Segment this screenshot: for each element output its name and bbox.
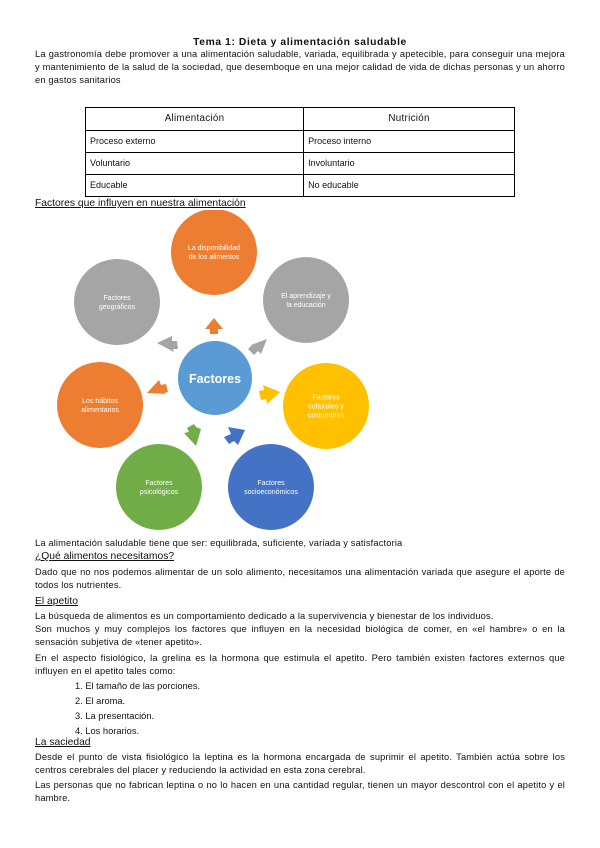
saciedad-paragraph-1: Desde el punto de vista fisiológico la leptina es la hormona encargada de suprimir el apetito. También actúa sobre los centros cerebrales del placer y reduciendo la actividad en esta zona cerebral. (35, 752, 565, 775)
alimentos-heading: ¿Qué alimentos necesitamos? (35, 551, 175, 562)
list-item: 2. El aroma. (75, 696, 126, 706)
table-cell: Proceso interno (304, 131, 515, 153)
intro-paragraph: La gastronomía debe promover a una alimentación saludable, variada, equilibrada y apetecible, para conseguir una mejora y mantenimiento de la salud de la sociedad, que desemboque en una mejor calidad de vida de dichas personas y un ahorro en gastos sanitarios (35, 49, 565, 85)
factor-label: Factores (257, 480, 285, 487)
factor-node (74, 259, 160, 345)
factor-label: culturales y (308, 403, 344, 411)
factor-label: geográficos (98, 304, 136, 311)
table-row (86, 153, 515, 175)
arrow-upright (248, 339, 267, 355)
factor-node (228, 444, 314, 530)
arrow-right (259, 385, 280, 404)
factor-circle (116, 444, 202, 530)
factor-label: la educación (286, 302, 326, 309)
table-header-row (86, 108, 515, 131)
apetito-list (75, 680, 200, 740)
factor-label: costumbres (307, 412, 345, 420)
factor-circle (171, 210, 257, 295)
saciedad-paragraph-2: Las personas que no fabrican leptina o no lo hacen en una cantidad regular, tienen un mayor descontrol con el apetito y el hambre. (35, 780, 565, 803)
factor-label: El aprendizaje y (281, 293, 331, 300)
apetito-paragraph-2: Son muchos y muy complejos los factores que influyen en la necesidad biológica de comer, en «el hambre» o en la sensación subjetiva de «tener apetito». (35, 624, 565, 647)
table-header-cell: Nutrición (304, 108, 515, 131)
arrow-downleft (184, 424, 201, 446)
factor-node (263, 257, 349, 343)
alimentos-paragraph: Dado que no nos podemos alimentar de un solo alimento, necesitamos una alimentación variada que asegure el aporte de todos los nutrientes. (35, 567, 565, 590)
table-cell: Involuntario (304, 153, 515, 175)
factor-circle (228, 444, 314, 530)
page-title: Tema 1: Dieta y alimentación saludable (193, 37, 407, 48)
factors-diagram (35, 210, 565, 540)
apetito-paragraph-1: La búsqueda de alimentos es un comportamiento dedicado a la supervivencia y bienestar de los individuos. (35, 611, 494, 621)
apetito-paragraph-3: En el aspecto fisiológico, la grelina es la hormona que estimula el apetito. Pero también existen factores externos que influyen en el apetito tales como: (35, 653, 565, 676)
arrow-downright (224, 427, 245, 445)
factor-label: Factores (145, 480, 173, 487)
factor-label: Factores (312, 394, 340, 402)
factor-circle (74, 259, 160, 345)
saciedad-heading: La saciedad (35, 737, 91, 748)
comparison-table (85, 107, 515, 197)
factor-node (57, 362, 143, 448)
center-label: Factores (188, 372, 242, 386)
center-node (178, 341, 252, 415)
table-cell: Voluntario (86, 153, 304, 175)
factor-label: psicológicos (139, 489, 179, 496)
table-cell: No educable (304, 175, 515, 197)
arrow-upleft (157, 336, 178, 352)
factor-label: Factores (103, 295, 131, 302)
factor-circle (57, 362, 143, 448)
factor-node (171, 210, 257, 295)
factor-label: Los hábitos (82, 398, 118, 405)
arrow-left (147, 380, 168, 394)
factores-heading: Factores que influyen en nuestra alimentación (35, 198, 246, 209)
table-header-cell: Alimentación (86, 108, 304, 131)
apetito-heading: El apetito (35, 596, 78, 607)
factor-label: de los alimentos (188, 254, 240, 261)
table-row (86, 131, 515, 153)
factor-label: alimentarios (81, 407, 119, 414)
factor-label: socioeconómicos (244, 489, 298, 496)
list-item: 1. El tamaño de las porciones. (75, 681, 201, 691)
list-item: 3. La presentación. (75, 711, 155, 721)
factor-label: La disponibilidad (187, 245, 241, 252)
table-cell: Proceso externo (86, 131, 304, 153)
factor-node (116, 444, 202, 530)
table-cell: Educable (86, 175, 304, 197)
summary-paragraph: La alimentación saludable tiene que ser: equilibrada, suficiente, variada y satisfactoria (35, 538, 403, 548)
factor-node (283, 363, 369, 449)
factor-circle (263, 257, 349, 343)
list-item: 4. Los horarios. (75, 726, 140, 736)
table-row (86, 175, 515, 197)
arrow-up (205, 318, 223, 334)
